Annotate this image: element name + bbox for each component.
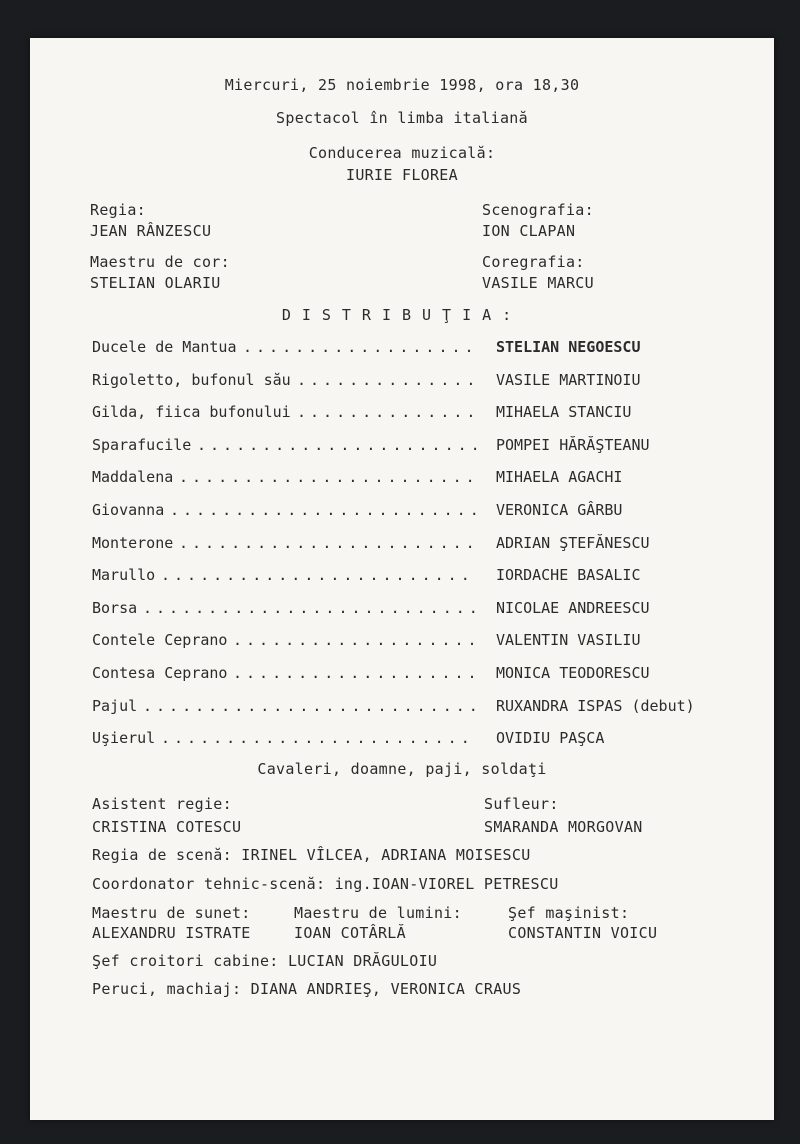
cast-leader-dots: .............. [297,403,480,422]
cast-actor: IORDACHE BASALIC [496,566,641,585]
cast-role: Marullo [92,566,156,585]
cast-actor: MIHAELA STANCIU [496,403,632,422]
cast-actor: MONICA TEODORESCU [496,664,650,682]
cast-actor: VASILE MARTINOIU [496,370,641,389]
assistant-director-label: Asistent regie: [92,795,232,813]
music-direction-label: Conducerea muzicală: [308,144,496,162]
sound-master-label: Maestru de sunet: [92,904,251,922]
set-design-label: Scenografia: [482,201,594,219]
cast-role: Pajul [92,696,138,715]
cast-leader-dots: ................... [233,631,481,650]
music-director-name: IURIE FLOREA [346,166,458,184]
program-sheet [30,38,774,1120]
cast-role: Sparafucile [92,435,192,454]
wigs-makeup-line: Peruci, machiaj: DIANA ANDRIEŞ, VERONICA CRAUS [92,980,522,998]
cast-leader-dots: ........................ [161,729,474,748]
cast-actor: MIHAELA AGACHI [496,468,623,487]
director-label: Regia: [90,201,146,219]
prompter-name: SMARANDA MORGOVAN [484,818,643,836]
cast-leader-dots: ........................ [161,566,474,585]
cast-role: Giovanna [92,501,165,519]
performance-date: Miercuri, 25 noiembrie 1998, ora 18,30 [224,76,580,94]
cast-leader-dots: .......................... [143,598,482,617]
cast-role: Ducele de Mantua [92,338,237,356]
language-note: Spectacol în limba italiană [276,109,528,127]
set-designer-name: ION CLAPAN [482,222,576,240]
cast-role: Uşierul [92,729,156,748]
cast-actor: VALENTIN VASILIU [496,631,641,650]
cast-leader-dots: ................... [233,664,481,682]
cast-actor: NICOLAE ANDREESCU [496,598,650,617]
cast-leader-dots: ....................... [179,533,479,552]
cast-leader-dots: .......................... [143,696,482,715]
cast-actor: ADRIAN ŞTEFĂNESCU [496,533,650,552]
chorus-master-label: Maestru de cor: [90,253,230,271]
cast-role: Contele Ceprano [92,631,228,650]
cast-role: Monterone [92,533,174,552]
cast-actor: POMPEI HĂRĂŞTEANU [496,435,650,454]
chorus-line: Cavaleri, doamne, paji, soldaţi [257,760,547,778]
chorus-master-name: STELIAN OLARIU [90,274,221,292]
lighting-master-name: IOAN COTÂRLĂ [294,924,406,942]
sound-master-name: ALEXANDRU ISTRATE [92,924,251,942]
choreographer-name: VASILE MARCU [482,274,594,292]
director-name: JEAN RÂNZESCU [90,222,212,240]
cast-leader-dots: .............. [297,370,480,389]
cast-role: Maddalena [92,468,174,487]
cast-role: Gilda, fiica bufonului [92,403,291,422]
lighting-master-label: Maestru de lumini: [294,904,462,922]
cast-actor: VERONICA GÂRBU [496,501,623,519]
cast-role: Borsa [92,598,138,617]
tailors-line: Şef croitori cabine: LUCIAN DRĂGULOIU [92,952,438,970]
prompter-label: Sufleur: [484,795,559,813]
cast-leader-dots: .................. [243,338,478,356]
cast-actor: OVIDIU PAŞCA [496,729,605,748]
cast-leader-dots: ....................... [179,468,479,487]
technical-coordinator-line: Coordonator tehnic-scenă: ing.IOAN-VIOREL PETRESCU [92,875,559,893]
head-machinist-label: Şef maşinist: [508,904,630,922]
cast-role: Contesa Ceprano [92,664,228,682]
choreography-label: Coregrafia: [482,253,585,271]
cast-title: DISTRIBUŢIA: [281,306,523,324]
assistant-director-name: CRISTINA COTESCU [92,818,242,836]
cast-actor: STELIAN NEGOESCU [496,338,641,356]
cast-role: Rigoletto, bufonul său [92,370,291,389]
head-machinist-name: CONSTANTIN VOICU [508,924,658,942]
cast-leader-dots: ...................... [197,435,484,454]
stage-direction-line: Regia de scenă: IRINEL VÎLCEA, ADRIANA MOISESCU [92,846,531,864]
cast-leader-dots: ........................ [170,501,483,519]
cast-actor: RUXANDRA ISPAS (debut) [496,696,695,715]
